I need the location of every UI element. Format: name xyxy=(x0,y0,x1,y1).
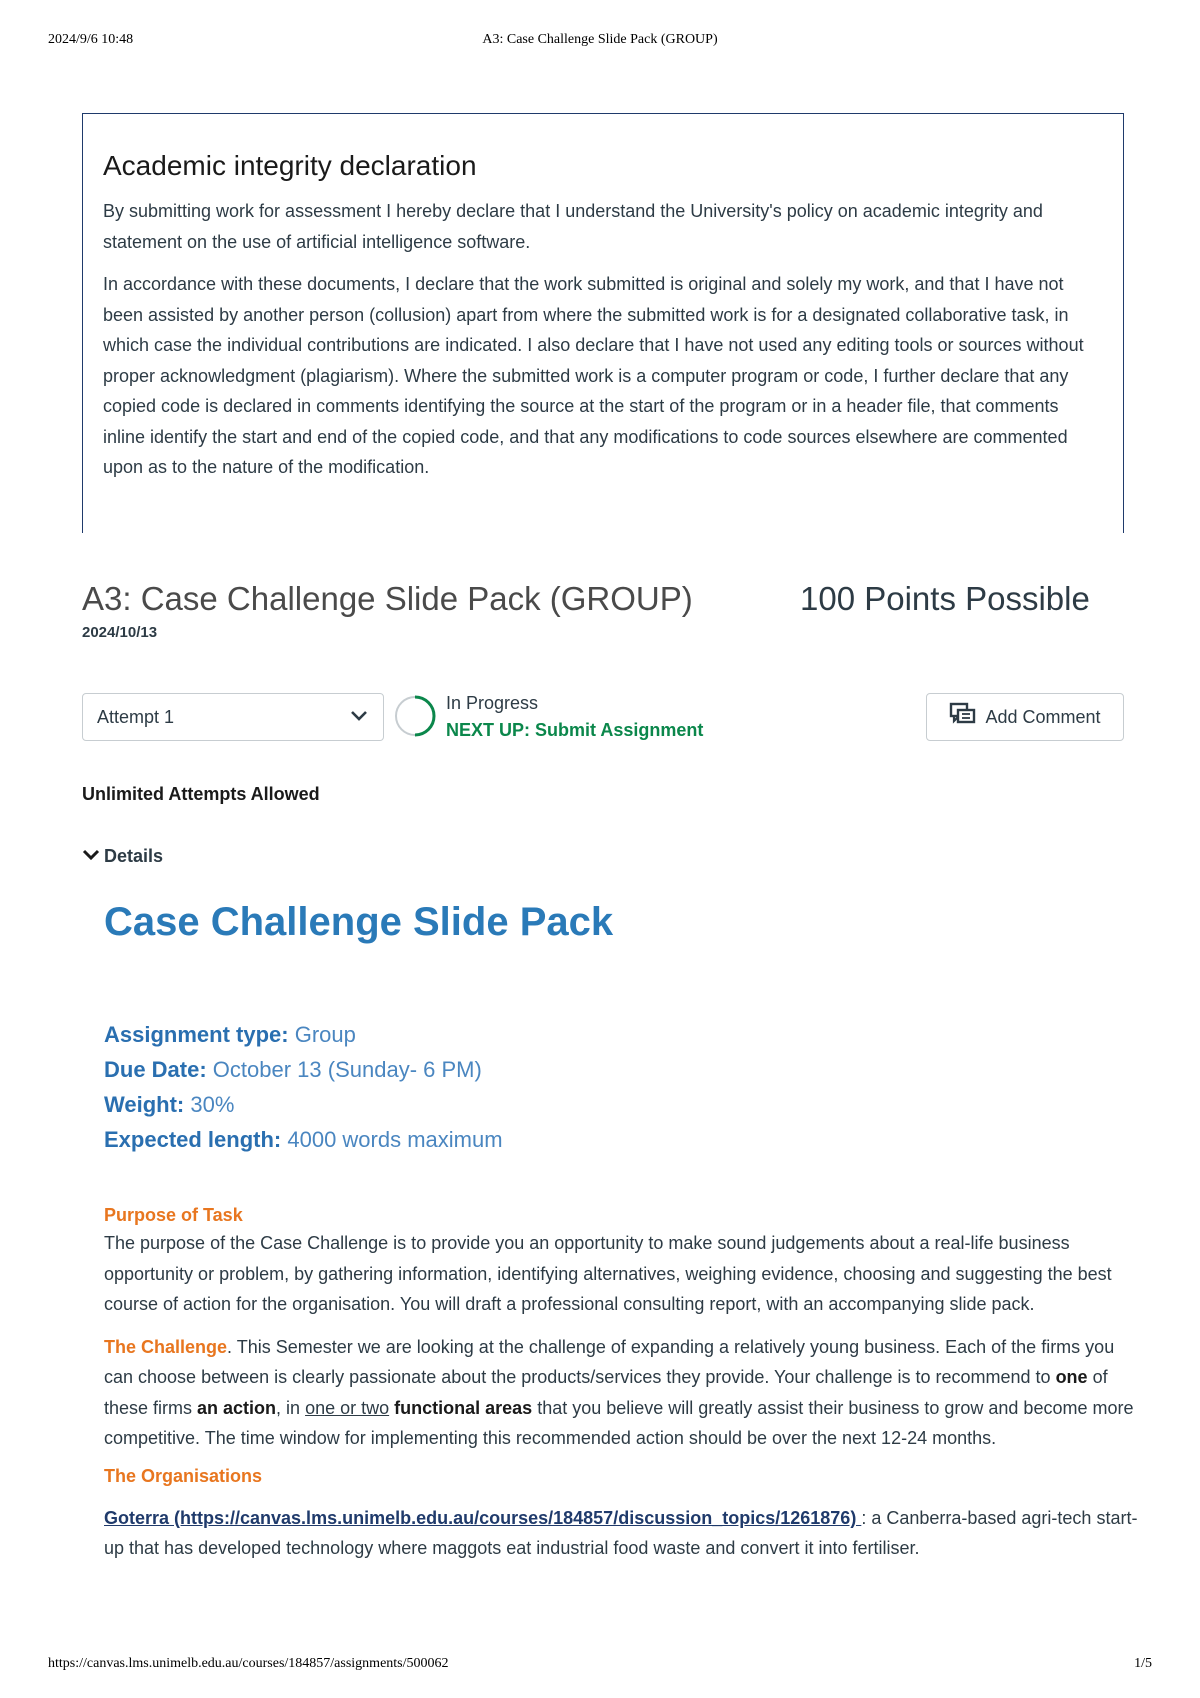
org-url: (https://canvas.lms.unimelb.edu.au/courses/184857/discussion_topics/1261876) xyxy=(169,1507,862,1528)
purpose-title: Purpose of Task xyxy=(104,1205,243,1225)
points-possible: 100 Points Possible xyxy=(800,580,1090,617)
meta-value: October 13 (Sunday- 6 PM) xyxy=(206,1057,482,1082)
chevron-down-icon xyxy=(349,707,369,728)
submission-status xyxy=(446,690,703,744)
print-header xyxy=(48,32,1152,52)
integrity-heading: Academic integrity declaration xyxy=(103,150,477,181)
academic-integrity-panel xyxy=(82,113,1124,533)
content-heading: Case Challenge Slide Pack xyxy=(104,900,614,944)
meta-key: Weight: xyxy=(104,1092,185,1117)
status-label: In Progress xyxy=(446,693,539,713)
add-comment-button[interactable] xyxy=(926,693,1124,741)
org-link-goterra[interactable] xyxy=(104,1508,861,1528)
details-toggle[interactable] xyxy=(82,846,163,867)
print-footer xyxy=(48,1656,1152,1676)
chevron-down-icon xyxy=(82,846,100,867)
attempts-allowed: Unlimited Attempts Allowed xyxy=(82,784,320,804)
assignment-title: A3: Case Challenge Slide Pack (GROUP) xyxy=(82,580,693,617)
meta-key: Due Date: xyxy=(104,1057,207,1082)
meta-value: 4000 words maximum xyxy=(281,1127,503,1152)
meta-weight xyxy=(104,1087,1144,1122)
challenge-emphasis: functional areas xyxy=(394,1397,533,1418)
print-page-number: 1/5 xyxy=(1134,1656,1152,1671)
details-label: Details xyxy=(104,846,164,866)
meta-key: Assignment type: xyxy=(104,1022,289,1047)
organisation-item xyxy=(104,1503,1144,1564)
integrity-paragraph-2: In accordance with these documents, I declare that the work submitted is original and solely my work, and that I have not been assisted by another person (collusion) apart from where the submitted work is for a designated collaborative task, in which case the individual contributions are indicated. I also declare that I have not used any editing tools or sources without proper acknowledgment (plagiarism). Where the submitted work is a computer program or code, I further declare that any copied code is declared in comments identifying the source at the start of the program or in a header file, that comments inline identify the start and end of the copied code, and that any modifications to code sources elsewhere are commented upon as to the nature of the modification. xyxy=(103,274,1084,477)
meta-due-date xyxy=(104,1052,1144,1087)
org-description: : a Canberra-based agri-tech start-up that has developed technology where maggots eat industrial food waste and convert it into fertiliser. xyxy=(104,1507,1138,1558)
org-name: Goterra xyxy=(104,1507,170,1528)
meta-expected-length xyxy=(104,1122,1144,1157)
next-up-link[interactable]: NEXT UP: Submit Assignment xyxy=(446,720,704,740)
progress-ring-icon xyxy=(393,694,437,738)
challenge-emphasis: an action xyxy=(197,1397,277,1418)
attempt-select-value: Attempt 1 xyxy=(97,706,175,727)
challenge-lead: The Challenge xyxy=(104,1336,228,1357)
assignment-description xyxy=(104,900,1144,1564)
challenge-text: that you believe will greatly assist their business to grow and become more competitive. The time window for implementing this recommended action should be over the next 12-24 months. xyxy=(104,1397,1134,1448)
challenge-underline: one or two xyxy=(305,1397,390,1418)
organisations-title: The Organisations xyxy=(104,1465,263,1486)
challenge-emphasis: one xyxy=(1055,1367,1088,1387)
print-title: A3: Case Challenge Slide Pack (GROUP) xyxy=(482,32,718,47)
due-date: 2024/10/13 xyxy=(82,624,158,641)
print-url: https://canvas.lms.unimelb.edu.au/courses/184857/assignments/500062 xyxy=(48,1656,449,1671)
attempt-select[interactable] xyxy=(82,693,384,741)
print-datetime: 2024/9/6 10:48 xyxy=(48,32,134,47)
challenge-text: , in xyxy=(276,1397,306,1418)
add-comment-label: Add Comment xyxy=(985,706,1101,727)
comment-icon xyxy=(949,702,977,733)
integrity-paragraph-1: By submitting work for assessment I hereby declare that I understand the University's policy on academic integrity and statement on the use of artificial intelligence software. xyxy=(103,201,1043,252)
meta-value: Group xyxy=(288,1022,356,1047)
challenge-paragraph xyxy=(104,1332,1144,1454)
challenge-text: . This Semester we are looking at the challenge of expanding a relatively young business. Each of the firms you can choose between is clearly passionate about the products/services they provide. Your challenge is to recommend to xyxy=(104,1336,1115,1387)
meta-assignment-type xyxy=(104,1017,1144,1052)
meta-value: 30% xyxy=(184,1092,235,1117)
meta-key: Expected length: xyxy=(104,1127,282,1152)
challenge-text: of these firms xyxy=(104,1367,1108,1418)
purpose-text: The purpose of the Case Challenge is to provide you an opportunity to make sound judgements about a real-life business opportunity or problem, by gathering information, identifying alternatives, weighing evidence, choosing and suggesting the best course of action for the organisation. You will draft a professional consulting report, with an accompanying slide pack. xyxy=(104,1233,1112,1314)
